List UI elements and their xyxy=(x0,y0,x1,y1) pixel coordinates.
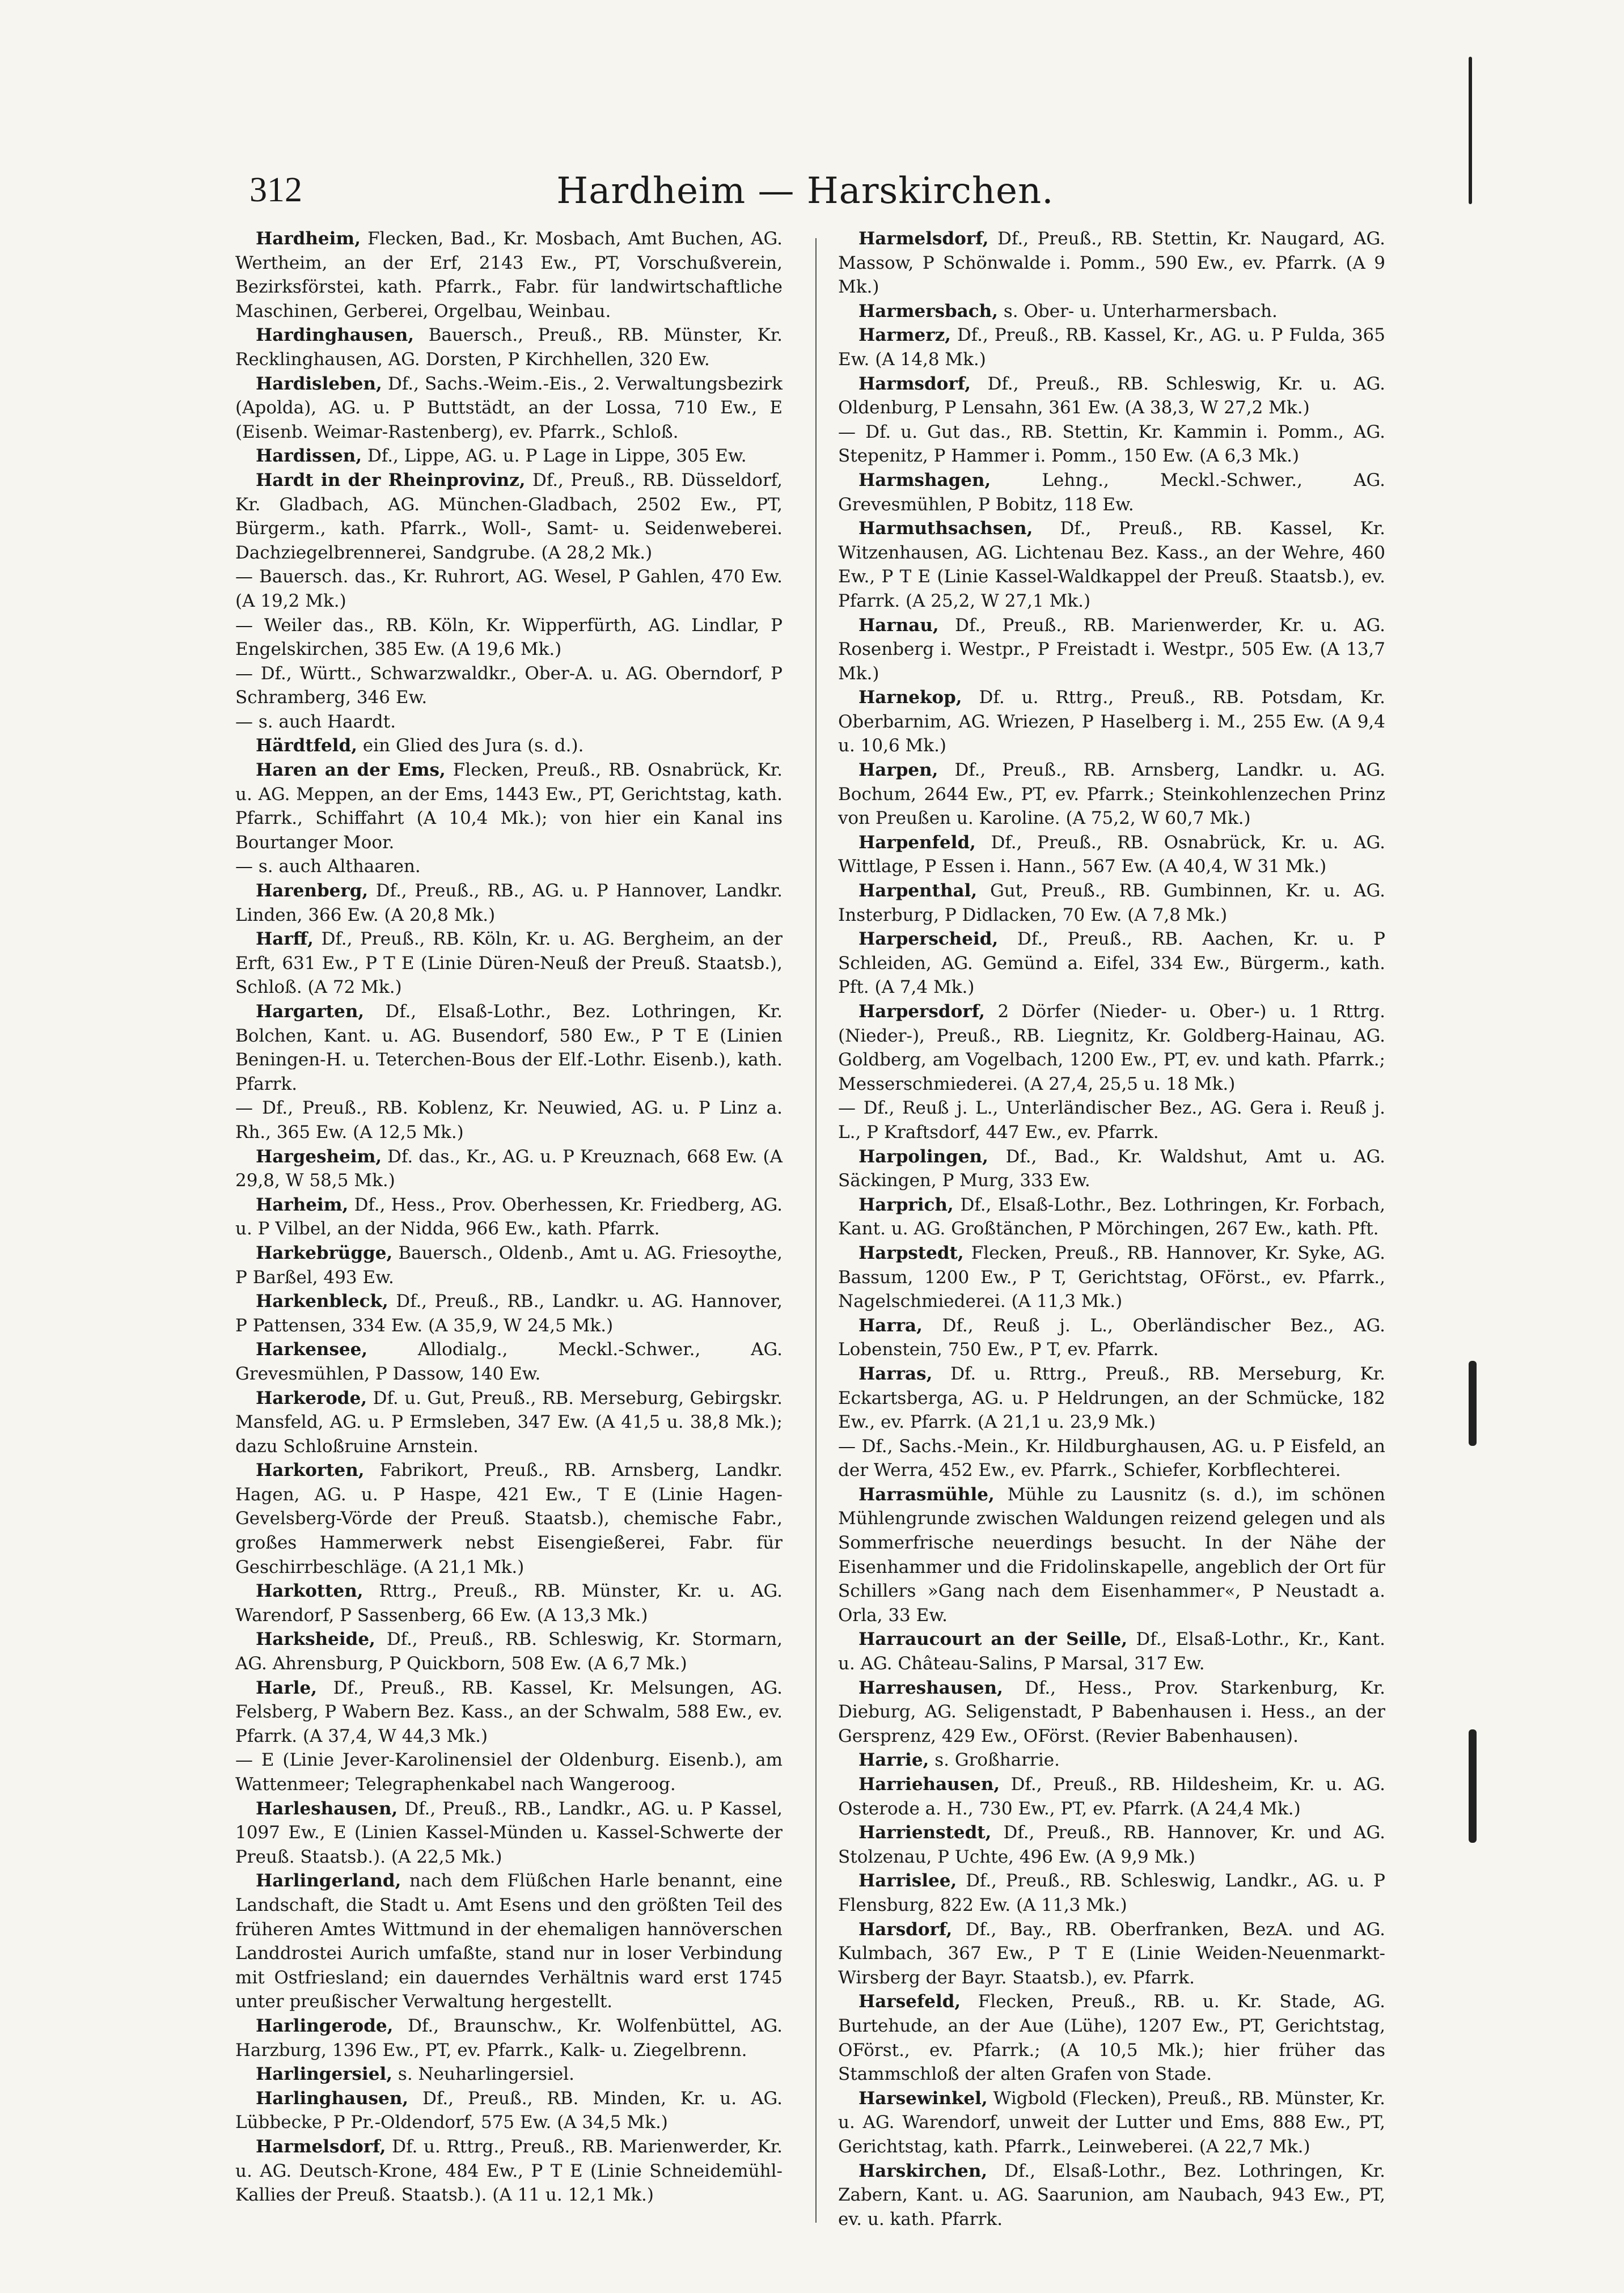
entry-headword: Hardissen, xyxy=(256,446,362,467)
dictionary-entry xyxy=(838,1748,1385,1772)
entry-text: Df., Hess., Prov. Starkenburg, Kr. Dieburg, AG. Seligenstadt, P Babenhausen i. Hess., an der Gersprenz, 429 Ew., OFörst. (Revier Babenhausen). xyxy=(838,1677,1385,1746)
entry-text: Df., Preuß., RB. Koblenz, Kr. Neuwied, AG. u. P Linz a. Rh., 365 Ew. (A 12,5 Mk.) xyxy=(235,1098,783,1143)
entry-text: Df., Bad., Kr. Waldshut, Amt u. AG. Säckingen, P Murg, 333 Ew. xyxy=(838,1146,1385,1191)
binding-mark xyxy=(1469,1361,1477,1446)
entry-headword: Harrienstedt, xyxy=(858,1822,992,1843)
entry-headword: Harheim, xyxy=(256,1194,349,1215)
dictionary-entry xyxy=(838,1676,1385,1749)
entry-headword: Harnau, xyxy=(858,615,939,636)
dictionary-entry xyxy=(235,758,783,854)
entry-headword: Harreshausen, xyxy=(858,1677,1003,1698)
dictionary-entry xyxy=(838,1821,1385,1869)
entry-headword: Harle, xyxy=(256,1677,318,1698)
entry-headword: Harrasmühle, xyxy=(858,1484,995,1505)
dictionary-entry xyxy=(235,1193,783,1241)
entry-text: Df., Württ., Schwarzwaldkr., Ober-A. u. AG. Oberndorf, P Schramberg, 346 Ew. xyxy=(235,663,783,708)
dictionary-entry xyxy=(838,1314,1385,1362)
dictionary-entry xyxy=(838,614,1385,686)
entry-text: Df., Reuß j. L., Unterländischer Bez., AG. Gera i. Reuß j. L., P Kraftsdorf, 447 Ew., ev. Pfarrk. xyxy=(838,1098,1385,1143)
dictionary-entry xyxy=(838,227,1385,299)
left-column xyxy=(235,227,783,2207)
entry-headword: Harpstedt, xyxy=(858,1242,964,1263)
dictionary-entry xyxy=(838,1096,1385,1144)
dictionary-entry xyxy=(235,1289,783,1338)
entry-text: Df., Preuß., RB. Minden, Kr. u. AG. Lübbecke, P Pr.-Oldendorf, 575 Ew. (A 34,5 Mk.) xyxy=(235,2088,783,2133)
binding-edge xyxy=(1463,57,1486,2268)
entry-headword: Harlingerode, xyxy=(256,2015,394,2036)
entry-text: s. Neuharlingersiel. xyxy=(397,2064,574,2085)
dictionary-entry xyxy=(838,1435,1385,1483)
binding-mark xyxy=(1469,57,1472,204)
entry-text: s. auch Haardt. xyxy=(258,711,396,732)
entry-text: Gut, Preuß., RB. Gumbinnen, Kr. u. AG. Insterburg, P Didlacken, 70 Ew. (A 7,8 Mk.) xyxy=(838,881,1386,925)
entry-text: Df. das., Kr., AG. u. P Kreuznach, 668 Ew. (A 29,8, W 58,5 Mk.) xyxy=(235,1146,783,1191)
entry-text: Df., Elsaß-Lothr., Bez. Lothringen, Kr. Forbach, Kant. u. AG. Großtänchen, P Mörchingen, 267 Ew., kath. Pft. xyxy=(838,1194,1385,1239)
entry-text: Df., Preuß., RB. Marienwerder, Kr. u. AG. Rosenberg i. Westpr., P Freistadt i. Westpr., 505 Ew. (A 13,7 Mk.) xyxy=(838,615,1385,684)
entry-text: Df., Preuß., RB. Kassel, Kr., AG. u. P Fulda, 365 Ew. (A 14,8 Mk.) xyxy=(838,325,1386,370)
entry-text: Bauersch. das., Kr. Ruhrort, AG. Wesel, P Gahlen, 470 Ew. (A 19,2 Mk.) xyxy=(235,566,783,611)
entry-text: Flecken, Preuß., RB. u. Kr. Stade, AG. Burtehude, an der Aue (Lühe), 1207 Ew., PT, Gerichtstag, OFörst., ev. Pfarrk.; (A 10,5 Mk.); hier früher das Stammschloß der alten Grafen von Stade. xyxy=(838,1991,1386,2085)
entry-headword: Harenberg, xyxy=(256,881,369,902)
entry-text: s. Großharrie. xyxy=(934,1750,1060,1771)
dictionary-entry xyxy=(235,1145,783,1193)
entry-headword: Harriehausen, xyxy=(858,1774,1000,1795)
entry-text: Df., Preuß., RB. Kassel, Kr. Melsungen, AG. Felsberg, P Wabern Bez. Kass., an der Schwalm, 588 Ew., ev. Pfarrk. (A 37,4, W 44,3 Mk.) xyxy=(235,1677,783,1746)
dictionary-entry xyxy=(235,323,783,371)
dictionary-entry xyxy=(235,1797,783,1869)
entry-text: Mühle zu Lausnitz (s. d.), im schönen Mühlengrunde zwischen Waldungen reizend gelegen und als Sommerfrische neuerdings besucht. In der Nähe der Eisenhammer und die Fridolinskapelle, angeblich der Ort für Schillers »Gang nach dem Eisenhammer«, P Neustadt a. Orla, 33 Ew. xyxy=(838,1484,1385,1626)
entry-headword: Harskirchen, xyxy=(858,2160,988,2181)
dictionary-entry xyxy=(235,468,783,565)
entry-text: Df., Preuß., RB. Hannover, Kr. und AG. Stolzenau, P Uchte, 496 Ew. (A 9,9 Mk.) xyxy=(838,1822,1385,1867)
running-head: Hardheim — Harskirchen. xyxy=(556,170,1054,212)
entry-text: Df., Preuß., RB. Kassel, Kr. Witzenhausen, AG. Lichtenau Bez. Kass., an der Wehre, 460 Ew., P T E (Linie Kassel-Waldkappel der Preuß. Staatsb.), ev. Pfarrk. (A 25,2, W 27,1 Mk.) xyxy=(838,518,1385,611)
dictionary-entry xyxy=(838,1918,1385,1990)
entry-headword: Harkorten, xyxy=(256,1460,365,1481)
entry-text: Df. u. Rttrg., Preuß., RB. Potsdam, Kr. Oberbarnim, AG. Wriezen, P Haselberg i. M., 255 Ew. (A 9,4 u. 10,6 Mk.) xyxy=(838,687,1385,756)
entry-headword: Harkenbleck, xyxy=(256,1291,388,1312)
dictionary-entry xyxy=(235,1458,783,1579)
entry-headword: Hardisleben, xyxy=(256,373,382,394)
entry-headword: Harpenthal, xyxy=(858,881,978,902)
entry-text: Flecken, Preuß., RB. Hannover, Kr. Syke, AG. Bassum, 1200 Ew., P T, Gerichtstag, OFörst., ev. Pfarrk., Nagelschmiederei. (A 11,3 Mk.) xyxy=(838,1242,1385,1312)
dictionary-entry xyxy=(838,372,1385,420)
entry-text: Rttrg., Preuß., RB. Münster, Kr. u. AG. Warendorf, P Sassenberg, 66 Ew. (A 13,3 Mk.) xyxy=(235,1581,783,1626)
dictionary-entry xyxy=(235,1096,783,1144)
dictionary-entry xyxy=(838,831,1385,879)
dictionary-entry xyxy=(235,372,783,445)
entry-text: Df., Hess., Prov. Oberhessen, Kr. Friedberg, AG. u. P Vilbel, an der Nidda, 966 Ew., kath. Pfarrk. xyxy=(235,1194,783,1239)
page-number: 312 xyxy=(249,171,302,209)
dictionary-entry xyxy=(235,614,783,662)
entry-text: Weiler das., RB. Köln, Kr. Wipperfürth, AG. Lindlar, P Engelskirchen, 385 Ew. (A 19,6 Mk.) xyxy=(235,615,783,660)
entry-headword: Hargesheim, xyxy=(256,1146,382,1167)
entry-headword: Harmuthsachsen, xyxy=(858,518,1033,539)
dictionary-entry xyxy=(235,854,783,879)
entry-text: Fabrikort, Preuß., RB. Arnsberg, Landkr. Hagen, AG. u. P Haspe, 421 Ew., T E (Linie Hagen-Gevelsberg-Vörde der Preuß. Staatsb.), chemische Fabr., großes Hammerwerk nebst Eisengießerei, Fabr. für Geschirrbeschläge. (A 21,1 Mk.) xyxy=(235,1460,783,1577)
entry-text: Bauersch., Preuß., RB. Münster, Kr. Recklinghausen, AG. Dorsten, P Kirchhellen, 320 Ew. xyxy=(235,325,783,370)
entry-headword: Harkotten, xyxy=(256,1581,363,1602)
entry-text: Df., Braunschw., Kr. Wolfenbüttel, AG. Harzburg, 1396 Ew., PT, ev. Pfarrk., Kalk- u. Ziegelbrenn. xyxy=(235,2015,783,2061)
dictionary-entry xyxy=(235,1000,783,1096)
entry-headword: Harpen, xyxy=(858,760,938,781)
entry-headword: Hardinghausen, xyxy=(256,325,415,346)
dictionary-entry xyxy=(235,927,783,1000)
entry-headword: Harpolingen, xyxy=(858,1146,988,1167)
entry-text: Df., Preuß., RB., Landkr. u. AG. Hannover, P Pattensen, 334 Ew. (A 35,9, W 24,5 Mk.) xyxy=(235,1291,783,1336)
entry-text: Df., Elsaß-Lothr., Bez. Lothringen, Kr. Bolchen, Kant. u. AG. Busendorf, 580 Ew., P T E (Linien Beningen-H. u. Teterchen-Bous der Elf.-Lothr. Eisenb.), kath. Pfarrk. xyxy=(235,1001,783,1094)
dictionary-entry xyxy=(838,468,1385,517)
dictionary-entry xyxy=(235,1338,783,1386)
dictionary-entry xyxy=(838,1362,1385,1435)
column-divider xyxy=(815,238,817,2223)
entry-text: Df., Preuß., RB. Düsseldorf, Kr. Gladbach, AG. München-Gladbach, 2502 Ew., PT, Bürgerm., kath. Pfarrk., Woll-, Samt- u. Seidenweberei. Dachziegelbrennerei, Sandgrube. (A 28,2 Mk.) xyxy=(235,469,783,563)
dictionary-entry xyxy=(838,1990,1385,2086)
dictionary-entry xyxy=(838,517,1385,613)
entry-headword: Harnekop, xyxy=(858,687,962,708)
dictionary-entry xyxy=(838,420,1385,468)
entry-headword: Harmerz, xyxy=(858,325,951,346)
dictionary-entry xyxy=(838,1772,1385,1821)
dictionary-entry xyxy=(838,2087,1385,2159)
entry-text: Df., Elsaß-Lothr., Bez. Lothringen, Kr. Zabern, Kant. u. AG. Saarunion, am Naubach, 943 Ew., PT, ev. u. kath. Pfarrk. xyxy=(838,2160,1385,2229)
dictionary-entry xyxy=(235,565,783,613)
binding-mark xyxy=(1469,1729,1477,1843)
entry-text: ein Glied des Jura (s. d.). xyxy=(362,735,584,756)
dictionary-entry xyxy=(838,299,1385,324)
dictionary-entry xyxy=(838,1869,1385,1917)
dictionary-entry xyxy=(838,927,1385,1000)
entry-text: Flecken, Preuß., RB. Osnabrück, Kr. u. AG. Meppen, an der Ems, 1443 Ew., PT, Gerichtstag, kath. Pfarrk., Schiffahrt (A 10,4 Mk.); von hier ein Kanal ins Bourtanger Moor. xyxy=(235,760,783,853)
entry-text: s. auch Althaaren. xyxy=(258,856,421,877)
right-column xyxy=(838,227,1385,2231)
entry-headword: Harmelsdorf, xyxy=(858,229,989,249)
dictionary-entry xyxy=(838,1627,1385,1676)
entry-headword: Harlinghausen, xyxy=(256,2088,409,2109)
entry-text: Df., Preuß., RB. Schleswig, Landkr., AG. u. P Flensburg, 822 Ew. (A 11,3 Mk.) xyxy=(838,1871,1386,1915)
entry-text: Df., Elsaß-Lothr., Kr., Kant. u. AG. Château-Salins, P Marsal, 317 Ew. xyxy=(838,1629,1385,1674)
entry-text: Df. u. Rttrg., Preuß., RB. Merseburg, Kr. Eckartsberga, AG. u. P Heldrungen, an der Schmücke, 182 Ew., ev. Pfarrk. (A 21,1 u. 23,9 Mk.) xyxy=(838,1363,1385,1433)
entry-headword: Hargarten, xyxy=(256,1001,365,1022)
entry-headword: Harsefeld, xyxy=(858,1991,961,2012)
entry-text: Df., Preuß., RB. Köln, Kr. u. AG. Bergheim, an der Erft, 631 Ew., P T E (Linie Düren-Neuß der Preuß. Staatsb.), Schloß. (A 72 Mk.) xyxy=(235,929,783,998)
entry-headword: Harlingersiel, xyxy=(256,2064,393,2085)
entry-headword: Harkebrügge, xyxy=(256,1242,393,1263)
entry-headword: Harksheide, xyxy=(256,1629,375,1650)
entry-text: Flecken, Bad., Kr. Mosbach, Amt Buchen, AG. Wertheim, an der Erf, 2143 Ew., PT, Vorschußverein, Bezirksförstei, kath. Pfarrk., Fabr. für landwirtschaftliche Maschinen, Gerberei, Orgelbau, Weinbau. xyxy=(235,229,783,321)
dictionary-entry xyxy=(235,1869,783,2014)
dictionary-entry xyxy=(838,1241,1385,1314)
entry-headword: Harlingerland, xyxy=(256,1871,401,1892)
dictionary-entry xyxy=(235,879,783,927)
dictionary-entry xyxy=(235,227,783,323)
entry-headword: Harpersdorf, xyxy=(858,1001,986,1022)
dictionary-entry xyxy=(838,879,1385,927)
dictionary-entry xyxy=(235,1748,783,1796)
entry-headword: Harff, xyxy=(256,929,314,950)
entry-text: s. Ober- u. Unterharmersbach. xyxy=(1003,301,1278,321)
entry-headword: Harkerode, xyxy=(256,1387,367,1408)
dictionary-entry xyxy=(838,2159,1385,2232)
dictionary-entry xyxy=(235,1579,783,1627)
entry-headword: Harprich, xyxy=(858,1194,954,1215)
entry-text: Df., Preuß., RB. Arnsberg, Landkr. u. AG. Bochum, 2644 Ew., PT, ev. Pfarrk.; Steinkohlenzechen Prinz von Preußen u. Karoline. (A 75,2, W 60,7 Mk.) xyxy=(838,760,1386,829)
entry-text: Df., Preuß., RB., AG. u. P Hannover, Landkr. Linden, 366 Ew. (A 20,8 Mk.) xyxy=(235,881,783,925)
dictionary-entry xyxy=(838,1145,1385,1193)
entry-headword: Harleshausen, xyxy=(256,1798,398,1819)
dictionary-entry xyxy=(838,686,1385,758)
entry-headword: Harrie, xyxy=(858,1750,929,1771)
entry-text: Allodialg., Meckl.-Schwer., AG. Grevesmühlen, P Dassow, 140 Ew. xyxy=(235,1339,783,1384)
entry-headword: Harperscheid, xyxy=(858,929,999,950)
entry-headword: Harmsdorf, xyxy=(858,373,971,394)
dictionary-entry xyxy=(235,2014,783,2062)
entry-headword: Harmelsdorf, xyxy=(256,2136,386,2157)
entry-text: Df. u. Gut, Preuß., RB. Merseburg, Gebirgskr. Mansfeld, AG. u. P Ermsleben, 347 Ew. (A 41,5 u. 38,8 Mk.); dazu Schloßruine Arnstein. xyxy=(235,1387,783,1457)
page-header xyxy=(249,164,1361,232)
dictionary-entry xyxy=(235,1676,783,1749)
entry-text: Lehng., Meckl.-Schwer., AG. Grevesmühlen, P Bobitz, 118 Ew. xyxy=(838,469,1385,515)
entry-text: Df., Preuß., RB. Osnabrück, Kr. u. AG. Wittlage, P Essen i. Hann., 567 Ew. (A 40,4, W 31 Mk.) xyxy=(838,832,1386,877)
dictionary-entry xyxy=(838,1193,1385,1241)
entry-text: Df., Lippe, AG. u. P Lage in Lippe, 305 Ew. xyxy=(367,446,747,467)
dictionary-entry xyxy=(235,1627,783,1676)
dictionary-entry xyxy=(235,662,783,710)
entry-headword: Hardt in der Rheinprovinz, xyxy=(256,469,526,490)
dictionary-entry xyxy=(235,734,783,758)
entry-text: E (Linie Jever-Karolinensiel der Oldenburg. Eisenb.), am Wattenmeer; Telegraphenkabel nach Wangeroog. xyxy=(235,1750,783,1795)
dictionary-entry xyxy=(838,1483,1385,1628)
dictionary-entry xyxy=(235,2087,783,2135)
entry-headword: Harsdorf, xyxy=(858,1919,953,1940)
entry-headword: Harras, xyxy=(858,1363,933,1384)
entry-headword: Härdtfeld, xyxy=(256,735,358,756)
dictionary-entry xyxy=(235,2062,783,2087)
dictionary-entry xyxy=(235,1386,783,1459)
dictionary-entry xyxy=(235,710,783,734)
entry-text: nach dem Flüßchen Harle benannt, eine Landschaft, die Stadt u. Amt Esens und den größten Teil des früheren Amtes Wittmund in der ehemaligen hannöverschen Landdrostei Aurich umfaßte, stand nur in loser Verbindung mit Ostfriesland; ein dauerndes Verhältnis ward erst 1745 unter preußischer Verwaltung hergestellt. xyxy=(235,1871,783,2012)
entry-text: Df., Sachs.-Mein., Kr. Hildburghausen, AG. u. P Eisfeld, an der Werra, 452 Ew., ev. Pfarrk., Schiefer, Korbflechterei. xyxy=(838,1436,1385,1481)
entry-text: Df., Preuß., RB. Aachen, Kr. u. P Schleiden, AG. Gemünd a. Eifel, 334 Ew., Bürgerm., kath. Pft. (A 7,4 Mk.) xyxy=(838,929,1386,998)
entry-text: Df., Preuß., RB. Hildesheim, Kr. u. AG. Osterode a. H., 730 Ew., PT, ev. Pfarrk. (A 24,4 Mk.) xyxy=(838,1774,1385,1819)
dictionary-entry xyxy=(838,1000,1385,1096)
entry-text: Df., Preuß., RB. Schleswig, Kr. u. AG. Oldenburg, P Lensahn, 361 Ew. (A 38,3, W 27,2 Mk.) xyxy=(838,373,1385,418)
dictionary-entry xyxy=(235,444,783,468)
entry-text: Df., Preuß., RB. Stettin, Kr. Naugard, AG. Massow, P Schönwalde i. Pomm., 590 Ew., ev. Pfarrk. (A 9 Mk.) xyxy=(838,229,1385,298)
entry-headword: Hardheim, xyxy=(256,229,361,249)
entry-text: Df., Reuß j. L., Oberländischer Bez., AG. Lobenstein, 750 Ew., P T, ev. Pfarrk. xyxy=(838,1315,1385,1360)
entry-text: Df., Preuß., RB. Schleswig, Kr. Stormarn, AG. Ahrensburg, P Quickborn, 508 Ew. (A 6,7 Mk.) xyxy=(235,1629,783,1674)
entry-headword: Harmshagen, xyxy=(858,469,991,490)
entry-headword: Harrislee, xyxy=(858,1871,957,1892)
entry-text: Df., Sachs.-Weim.-Eis., 2. Verwaltungsbezirk (Apolda), AG. u. P Buttstädt, an der Lossa, 710 Ew., E (Eisenb. Weimar-Rastenberg), ev. Pfarrk., Schloß. xyxy=(235,373,783,442)
entry-headword: Harraucourt an der Seille, xyxy=(858,1629,1128,1650)
entry-headword: Harkensee, xyxy=(256,1339,368,1360)
entry-text: Df., Bay., RB. Oberfranken, BezA. und AG. Kulmbach, 367 Ew., P T E (Linie Weiden-Neuenmarkt-Wirsberg der Bayr. Staatsb.), ev. Pfarrk. xyxy=(838,1919,1385,1988)
entry-headword: Harsewinkel, xyxy=(858,2088,988,2109)
dictionary-entry xyxy=(838,758,1385,831)
entry-text: 2 Dörfer (Nieder- u. Ober-) u. 1 Rttrg. (Nieder-), Preuß., RB. Liegnitz, Kr. Goldberg-Hainau, AG. Goldberg, am Vogelbach, 1200 Ew., PT, ev. und kath. Pfarrk.; Messerschmiederei. (A 27,4, 25,5 u. 18 Mk.) xyxy=(838,1001,1385,1094)
entry-text: Df., Preuß., RB., Landkr., AG. u. P Kassel, 1097 Ew., E (Linien Kassel-Münden u. Kassel-Schwerte der Preuß. Staatsb.). (A 22,5 Mk.) xyxy=(235,1798,783,1867)
entry-text: Bauersch., Oldenb., Amt u. AG. Friesoythe, P Barßel, 493 Ew. xyxy=(235,1242,783,1288)
entry-headword: Harra, xyxy=(858,1315,923,1336)
entry-text: Df. u. Gut das., RB. Stettin, Kr. Kammin i. Pomm., AG. Stepenitz, P Hammer i. Pomm., 150 Ew. (A 6,3 Mk.) xyxy=(838,421,1385,467)
dictionary-entry xyxy=(838,323,1385,371)
entry-text: Wigbold (Flecken), Preuß., RB. Münster, Kr. u. AG. Warendorf, unweit der Lutter und Ems, 888 Ew., PT, Gerichtstag, kath. Pfarrk., Leinweberei. (A 22,7 Mk.) xyxy=(838,2088,1386,2157)
entry-headword: Harpenfeld, xyxy=(858,832,976,853)
entry-text: Df. u. Rttrg., Preuß., RB. Marienwerder, Kr. u. AG. Deutsch-Krone, 484 Ew., P T E (Linie Schneidemühl-Kallies der Preuß. Staatsb.). (A 11 u. 12,1 Mk.) xyxy=(235,2136,783,2206)
entry-headword: Haren an der Ems, xyxy=(256,760,446,781)
dictionary-entry xyxy=(235,1241,783,1289)
entry-headword: Harmersbach, xyxy=(858,301,998,321)
dictionary-entry xyxy=(235,2135,783,2207)
